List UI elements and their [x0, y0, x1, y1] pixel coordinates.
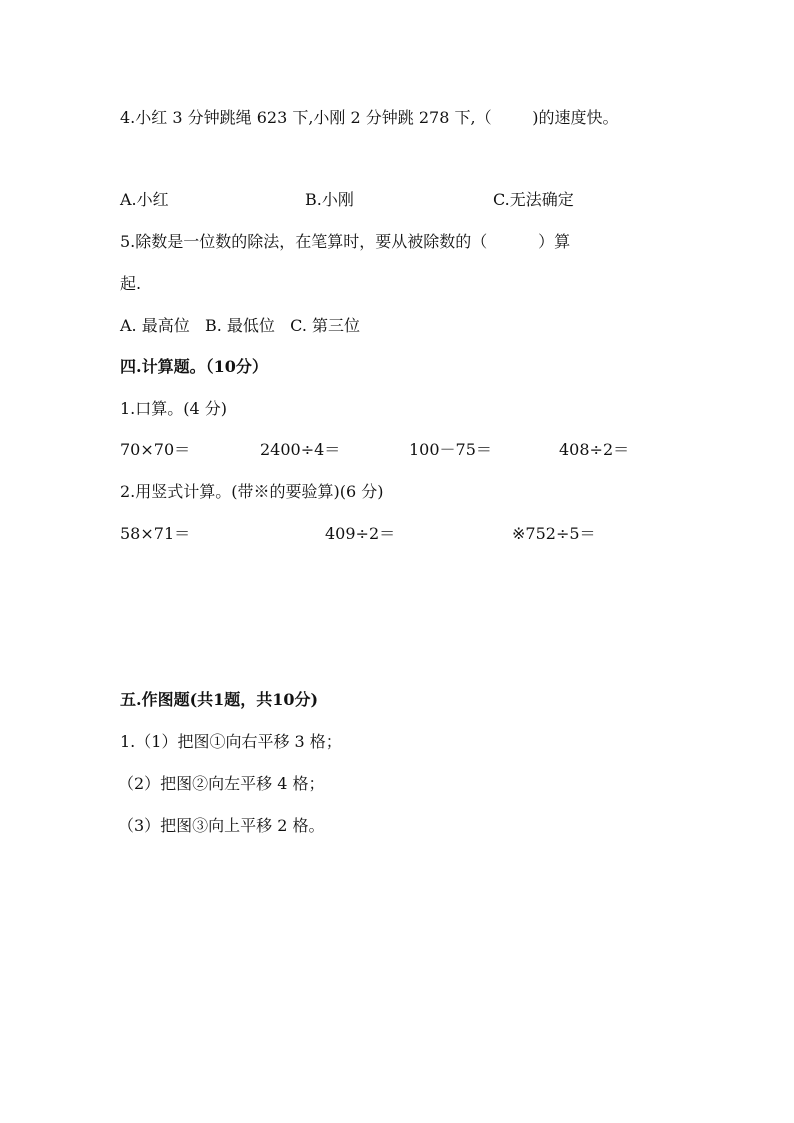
section-4-title: 四.计算题。（10分）: [120, 357, 268, 376]
question-4-text: 4.小红 3 分钟跳绳 623 下,小刚 2 分钟跳 278 下,（ )的速度快。: [120, 108, 619, 127]
vertical-calc-title: 2.用竖式计算。(带※的要验算)(6 分): [120, 482, 384, 501]
section-5-title: 五.作图题(共1题，共10分): [120, 690, 319, 709]
oral-item-3: 100－75＝: [409, 440, 492, 459]
vertical-item-3: ※752÷5＝: [512, 524, 596, 543]
oral-item-4: 408÷2＝: [559, 440, 630, 459]
question-5-text-line2: 起.: [120, 274, 142, 293]
oral-calc-title: 1.口算。(4 分): [120, 399, 228, 418]
vertical-item-1: 58×71＝: [120, 524, 191, 543]
vertical-item-2: 409÷2＝: [325, 524, 396, 543]
q4-option-a: A.小红: [120, 190, 169, 209]
drawing-line-2: （2）把图②向左平移 4 格；: [118, 774, 325, 793]
q4-option-b: B.小刚: [305, 190, 354, 209]
oral-item-2: 2400÷4＝: [260, 440, 341, 459]
drawing-line-3: （3）把图③向上平移 2 格。: [118, 816, 325, 835]
q4-option-c: C.无法确定: [493, 190, 574, 209]
oral-item-1: 70×70＝: [120, 440, 191, 459]
q5-options: A. 最高位 B. 最低位 C. 第三位: [120, 316, 361, 335]
question-5-text-line1: 5.除数是一位数的除法，在笔算时，要从被除数的（ ）算: [120, 232, 571, 251]
drawing-line-1: 1.（1）把图①向右平移 3 格；: [120, 732, 342, 751]
